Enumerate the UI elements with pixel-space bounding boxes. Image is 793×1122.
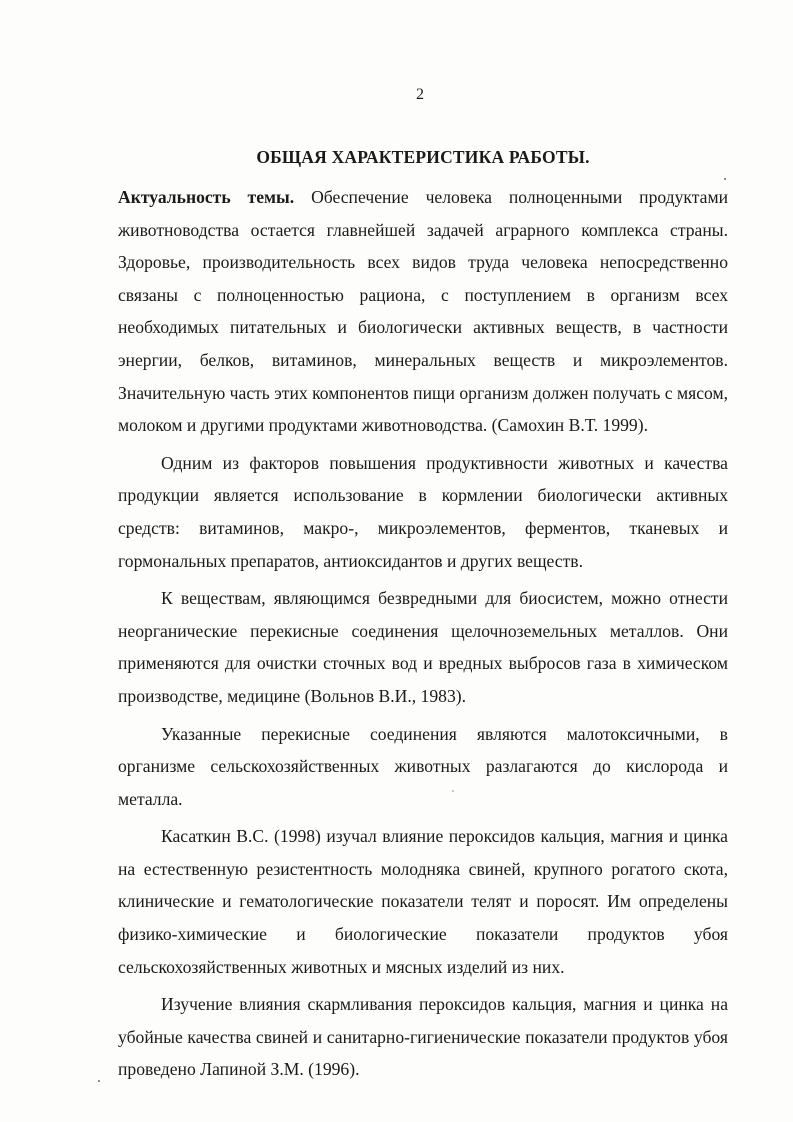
scan-speck bbox=[452, 790, 454, 792]
paragraph: К веществам, являющимся безвредными для биосистем, можно отнести неорганические перекисные соединения щелочноземельных металлов. Они применяются для очистки сточных вод и вредных выбросов газа в химическом производстве, медицине (Вольнов В.И., 1983). bbox=[118, 588, 728, 706]
document-body bbox=[118, 181, 728, 1086]
paragraph: Указанные перекисные соединения являются малотоксичными, в организме сельскохозяйственных животных разлагаются до кислорода и металла. bbox=[118, 723, 728, 809]
paragraph-lead: Актуальность темы. bbox=[118, 187, 295, 207]
scan-speck bbox=[724, 178, 726, 180]
scan-speck bbox=[98, 1080, 100, 1082]
paragraph: Касаткин В.С. (1998) изучал влияние пероксидов кальция, магния и цинка на естественную резистентность молодняка свиней, крупного рогатого скота, клинические и гематологические показатели телят и поросят. Им определены физико-химические и биологические показатели продуктов убоя сельскохозяйственных животных и мясных изделий из них. bbox=[118, 826, 728, 977]
paragraph-relevance bbox=[118, 181, 728, 442]
page-title: ОБЩАЯ ХАРАКТЕРИСТИКА РАБОТЫ. bbox=[256, 147, 590, 167]
paragraph: Одним из факторов повышения продуктивности животных и качества продукции является использование в кормлении биологически активных средств: витаминов, макро-, микроэлементов, ферментов, тканевых и гормональных препаратов, антиоксидантов и других веществ. bbox=[118, 452, 728, 571]
page-number: 2 bbox=[416, 86, 424, 103]
paragraph: Изучение влияния скармливания пероксидов кальция, магния и цинка на убойные качества свиней и санитарно-гигиенические показатели продуктов убоя проведено Лапиной З.М. (1996). bbox=[118, 994, 728, 1080]
paragraph-text: Обеспечение человека полноценными продуктами животноводства остается главнейшей задачей аграрного комплекса страны. Здоровье, производительность всех видов труда человека непосредственно связаны с полноценностью рациона, с поступлением в организм всех необходимых питательных и биологически активных веществ, в частности энергии, белков, витаминов, минеральных веществ и микроэлементов. Значительную часть этих компонентов пищи организм должен получать с мясом, молоком и другими продуктами животноводства. (Самохин В.Т. 1999). bbox=[118, 187, 728, 436]
